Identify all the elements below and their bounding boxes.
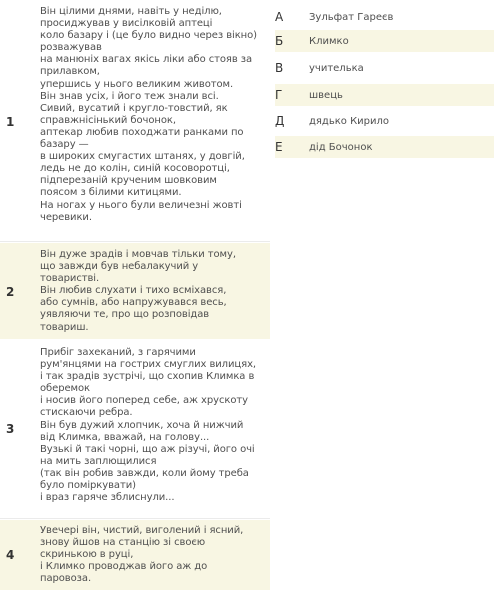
divider [0, 241, 270, 242]
statement-row-1 [0, 0, 270, 240]
statement-text: Він цілими днями, навіть у неділю, просиджував у висілковій аптеці коло базару і (це було видно через вікно) розважував на манюніх вагах якісь ліки або стояв за прилавком, упершись у нього великим животом. Він знав усіх, і його теж знали всі. Сивий, вусатий і кругло-товстий, як справжнісінький бочонок, аптекар любив походжати ранками по базару — в широких смугастих штанях, у довгій, ледь не до колін, синій косоворотці, підперезаній крученим шовковим поясом з білими китицями. На ногах у нього були величезні жовті черевики. [40, 6, 257, 223]
option-letter: Д [275, 114, 285, 128]
statement-number: 1 [6, 115, 15, 129]
option-value: дядько Кирило [309, 116, 390, 127]
option-d [275, 84, 494, 106]
option-value: Зульфат Гареєв [309, 12, 394, 23]
option-letter: Г [275, 88, 283, 102]
statement-text: Увечері він, чистий, виголений і ясний, знову йшов на станцію зі своєю скринькою в руці, і Климко проводжав його аж до паровоза. [40, 525, 244, 585]
option-value: Климко [309, 36, 349, 47]
statement-row-4 [0, 520, 270, 590]
statement-number: 4 [6, 548, 15, 562]
option-letter: В [275, 61, 284, 75]
statement-number: 3 [6, 422, 15, 436]
option-a [275, 6, 494, 28]
option-letter: Б [275, 34, 284, 48]
option-e [275, 110, 494, 132]
statement-row-3 [0, 342, 270, 517]
divider [0, 518, 270, 519]
option-b [275, 30, 494, 52]
option-c [275, 57, 494, 79]
option-value: швець [309, 90, 343, 101]
option-letter: А [275, 10, 284, 24]
option-letter: Е [275, 140, 283, 154]
statement-text: Прибіг захеканий, з гарячими рум'янцями на гострих смуглих вилицях, і так зрадів зустрічі, що схопив Климка в оберемок і носив його поперед себе, аж хрускоту стискаючи ребра. Він був дужий хлопчик, хоча й нижчий від Климка, вважай, на голову... Вузькі й такі чорні, що аж різучі, його очі на мить заплющилися (так він робив завжди, коли йому треба було поміркувати) і враз гаряче зблиснули... [40, 347, 257, 504]
option-value: дід Бочонок [309, 142, 373, 153]
statement-text: Він дуже зрадів і мовчав тільки тому, що завжди був небалакучий у товаристві. Він любив слухати і тихо всміхався, або сумнів, або напружувався весь, уявляючи те, про що розповідав товариш. [40, 249, 236, 333]
option-value: учителька [309, 63, 364, 74]
statement-row-2 [0, 243, 270, 339]
option-f [275, 136, 494, 158]
statement-number: 2 [6, 285, 15, 299]
